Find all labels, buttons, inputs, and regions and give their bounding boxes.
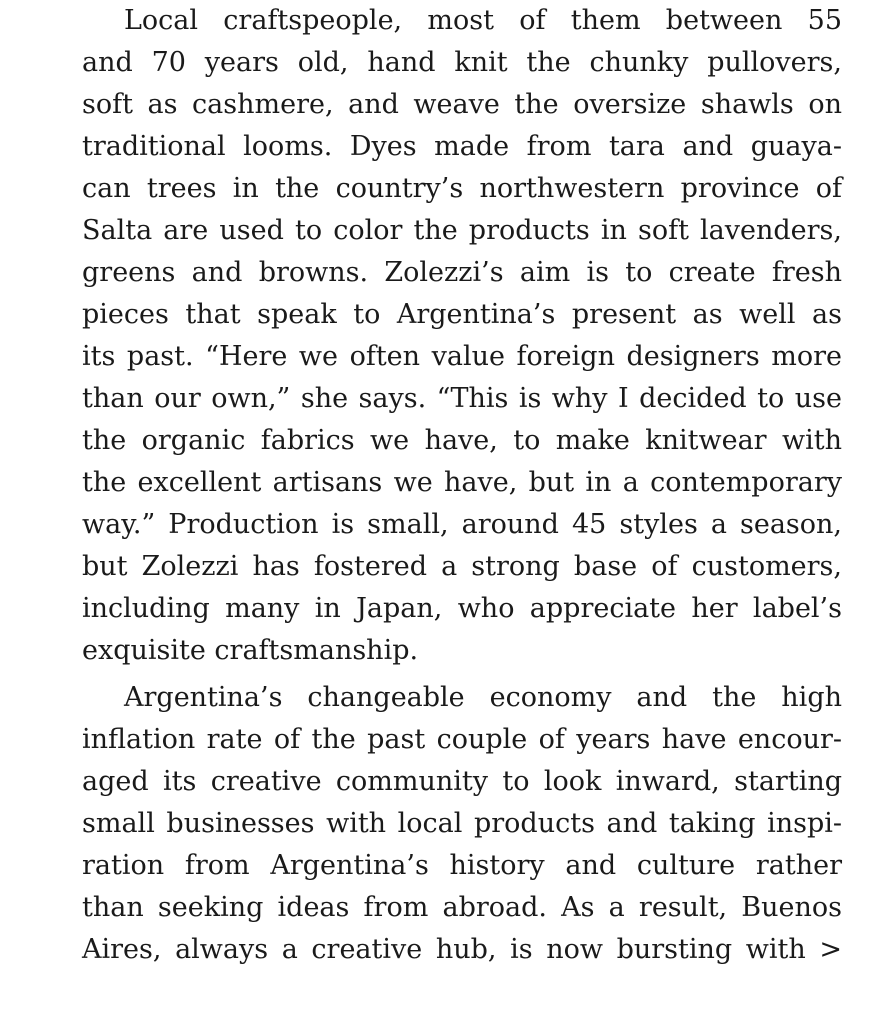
text-line: Local craftspeople, most of them between 55 [124,5,842,36]
text-line: greens and browns. Zolezzi’s aim is to create fresh [82,257,842,288]
text-line: aged its creative community to look inward, starting [82,766,842,797]
text-line: than our own,” she says. “This is why I decided to use [82,383,842,414]
text-line: way.” Production is small, around 45 styles a season, [82,509,842,540]
text-line: Argentina’s changeable economy and the high [124,682,842,713]
text-line: pieces that speak to Argentina’s present as well as [82,299,842,330]
text-line: inflation rate of the past couple of years have encour- [82,724,842,755]
text-line: Aires, always a creative hub, is now bursting with > [82,934,842,965]
text-line: traditional looms. Dyes made from tara and guaya- [82,131,842,162]
text-line: its past. “Here we often value foreign designers more [82,341,842,372]
text-line: including many in Japan, who appreciate her label’s [82,593,842,624]
text-line: exquisite craftsmanship. [82,635,419,666]
text-line: can trees in the country’s northwestern province of [82,173,842,204]
text-line: soft as cashmere, and weave the oversize shawls on [82,89,842,120]
text-line: the organic fabrics we have, to make knitwear with [82,425,842,456]
text-line: but Zolezzi has fostered a strong base of customers, [82,551,842,582]
text-line: and 70 years old, hand knit the chunky pullovers, [82,47,842,78]
text-line: Salta are used to color the products in soft lavenders, [82,215,842,246]
text-line: small businesses with local products and taking inspi- [82,808,842,839]
text-line: ration from Argentina’s history and culture rather [82,850,842,881]
text-line: the excellent artisans we have, but in a contemporary [82,467,842,498]
text-line: than seeking ideas from abroad. As a result, Buenos [82,892,842,923]
